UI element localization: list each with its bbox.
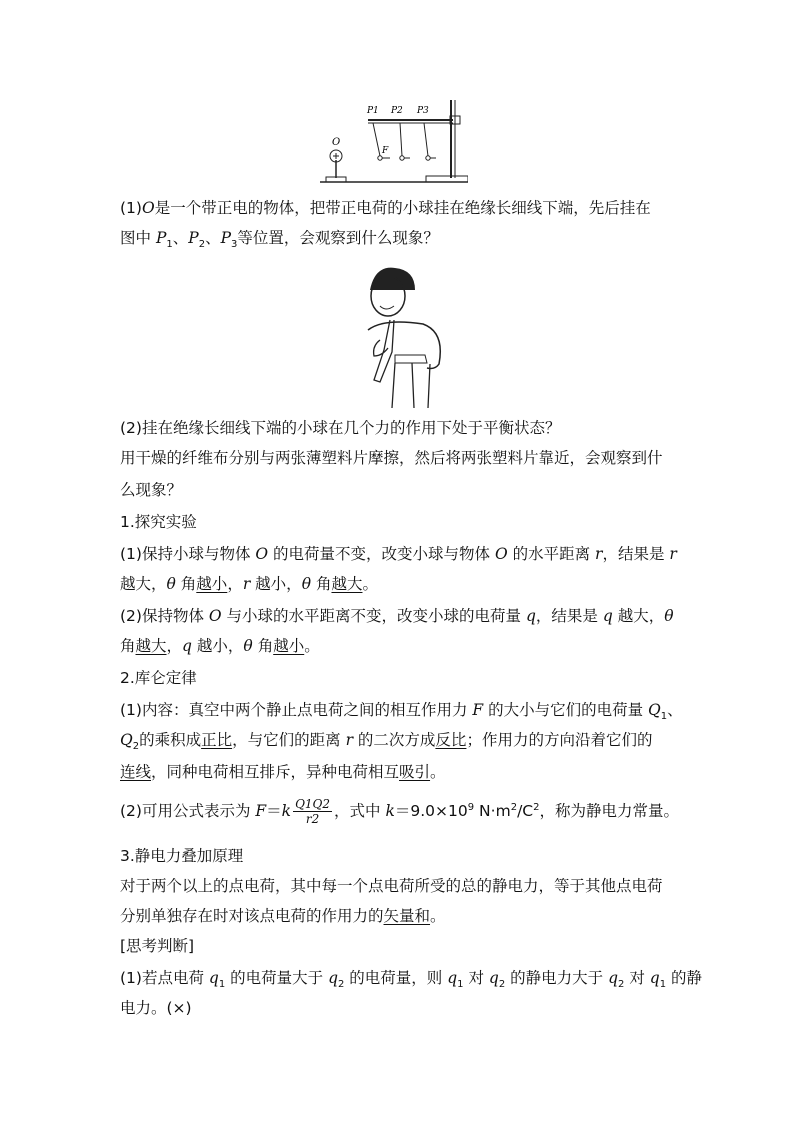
- section2-heading: 2.库仑定律: [120, 669, 197, 687]
- section1-line2: 越大，θ 角越小，r 越小，θ 角越大。: [120, 575, 378, 593]
- label-p1: P1: [367, 106, 379, 116]
- section3-line2: 分别单独存在时对该点电荷的作用力的矢量和。: [120, 907, 446, 925]
- section3-line1: 对于两个以上的点电荷，其中每一个点电荷所受的总的静电力，等于其他点电荷: [120, 877, 663, 895]
- q3-question-line2: 么现象？: [120, 481, 183, 499]
- label-f: F: [382, 146, 389, 156]
- label-p2: P2: [391, 106, 403, 116]
- think-item1-line1: (1)若点电荷 $q_1$ 的电荷量大于 $q_2$ 的电荷量，则 $q_1$ 对 $q_2$ 的静电力大于 $q_2$ 对 $q_1$ 的静: [120, 969, 702, 991]
- q1-line1: (1)O是一个带正电的物体，把带正电荷的小球挂在绝缘长细线下端，先后挂在: [120, 199, 651, 217]
- man-with-tie-illustration: [350, 260, 450, 410]
- section1-heading: 1.探究实验: [120, 513, 197, 531]
- section1-line4: 角越大，q 越小，θ 角越小。: [120, 637, 320, 655]
- label-p3: P3: [417, 106, 429, 116]
- think-item1-line2: 电力。(×): [120, 999, 192, 1017]
- q1-line2: 图中 $P_1$、$P_2$、$P_3$等位置，会观察到什么现象？: [120, 229, 439, 251]
- label-o: O: [332, 137, 341, 148]
- section2-formula-line: (2)可用公式表示为 F＝k $\frac{Q1Q2}{r2}$ ，式中 $k=9.0\times 10^9$ $N\cdot m^2/C^2$，称为静电力常量。: [120, 797, 679, 826]
- q3-question-line1: 用干燥的纤维布分别与两张薄塑料片摩擦，然后将两张塑料片靠近，会观察到什: [120, 449, 663, 467]
- section3-heading: 3.静电力叠加原理: [120, 847, 244, 865]
- coulomb-apparatus-figure: [318, 98, 468, 186]
- section2-line1: (1)内容：真空中两个静止点电荷之间的相互作用力 F 的大小与它们的电荷量 $Q_1$、: [120, 701, 683, 723]
- coulomb-fraction: $\frac{Q1Q2}{r2}$: [295, 797, 331, 826]
- think-heading: [思考判断]: [120, 937, 195, 955]
- section2-line2: $Q_2$的乘积成正比，与它们的距离 r 的二次方成反比；作用力的方向沿着它们的: [120, 731, 653, 753]
- section1-line3: (2)保持物体 O 与小球的水平距离不变，改变小球的电荷量 q，结果是 q 越大，θ: [120, 607, 674, 625]
- section2-line3: 连线，同种电荷相互排斥，异种电荷相互吸引。: [120, 763, 446, 781]
- section1-line1: (1)保持小球与物体 O 的电荷量不变，改变小球与物体 O 的水平距离 r，结果是 r: [120, 545, 677, 563]
- q2-question: (2)挂在绝缘长细线下端的小球在几个力的作用下处于平衡状态？: [120, 419, 561, 437]
